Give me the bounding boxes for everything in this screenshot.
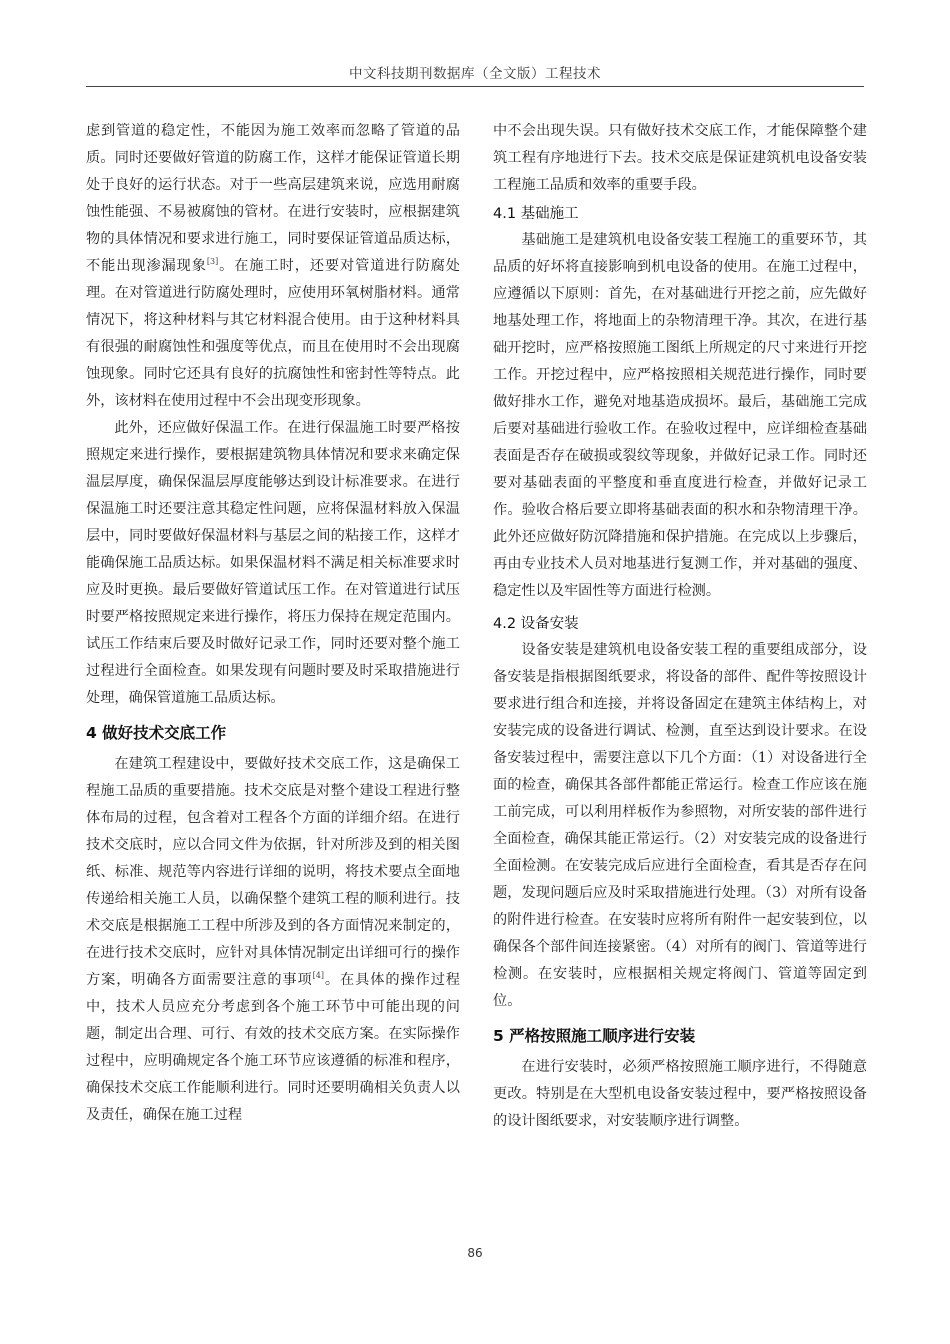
paragraph-equipment-install: 设备安装是建筑机电设备安装工程的重要组成部分，设备安装是指根据图纸要求，将设备的部件、配件等按照设计要求进行组合和连接，并将设备固定在建筑主体结构上，对安装完成的设备进行调试、检测，直至达到设计要求。在设备安装过程中，需要注意以下几个方面：（1）对设备进行全面的检查，确保其各部件都能正常运行。检查工作应该在施工前完成，可以利用样板作为参照物，对所安装的部件进行全面检查，确保其能正常运行。（2）对安装完成的设备进行全面检测。在安装完成后应进行全面检查，看其是否存在问题，发现问题后应及时采取措施进行处理。（3）对所有设备的附件进行检查。在安装时应将所有附件一起安装到位，以确保各个部件间连接紧密。（4）对所有的阀门、管道等进行检测。在安装时，应根据相关规定将阀门、管道等固定到位。 bbox=[493, 642, 867, 1009]
paragraph-text: 。在具体的操作过程中，技术人员应充分考虑到各个施工环节中可能出现的问题，制定出合理、可行、有效的技术交底方案。在实际操作过程中，应明确规定各个施工环节应该遵循的标准和程序，确保技术交底工作能顺利进行。同时还要明确相关负责人以及责任，确保在施工过程 bbox=[86, 972, 460, 1123]
paragraph-continued: 中不会出现失误。只有做好技术交底工作，才能保障整个建筑工程有序地进行下去。技术交底是保证建筑机电设备安装工程施工品质和效率的重要手段。 bbox=[493, 123, 867, 193]
subsection-heading-4-1: 4.1 基础施工 bbox=[493, 206, 579, 222]
section-heading-4: 4 做好技术交底工作 bbox=[86, 724, 227, 742]
citation-ref: [3] bbox=[206, 257, 219, 266]
running-header: 中文科技期刊数据库（全文版）工程技术 bbox=[349, 66, 601, 82]
page-number: 86 bbox=[467, 1246, 483, 1260]
paragraph-insulation: 此外，还应做好保温工作。在进行保温施工时要严格按照规定来进行操作，要根据建筑物具体情况和要求来确定保温层厚度，确保保温层厚度能够达到设计标准要求。在进行保温施工时还要注意其稳定性问题，应将保温材料放入保温层中，同时要做好保温材料与基层之间的粘接工作，这样才能确保施工品质达标。如果保温材料不满足相关标准要求时应及时更换。最后要做好管道试压工作。在对管道进行试压时要严格按照规定来进行操作，将压力保持在规定范围内。试压工作结束后要及时做好记录工作，同时还要对整个施工过程进行全面检查。如果发现有问题时要及时采取措施进行处理，确保管道施工品质达标。 bbox=[86, 420, 460, 706]
subsection-heading-4-2: 4.2 设备安装 bbox=[493, 616, 579, 632]
paragraph-foundation: 基础施工是建筑机电设备安装工程施工的重要环节，其品质的好坏将直接影响到机电设备的使用。在施工过程中，应遵循以下原则：首先，在对基础进行开挖之前，应先做好地基处理工作，将地面上的杂物清理干净。其次，在进行基础开挖时，应严格按照施工图纸上所规定的尺寸来进行开挖工作。开挖过程中，应严格按照相关规范进行操作，同时要做好排水工作，避免对地基造成损坏。最后，基础施工完成后要对基础进行验收工作。在验收过程中，应详细检查基础表面是否存在破损或裂纹等现象，并做好记录工作。同时还要对基础表面的平整度和垂直度进行检查，并做好记录工作。验收合格后要立即将基础表面的积水和杂物清理干净。此外还应做好防沉降措施和保护措施。在完成以上步骤后，再由专业技术人员对地基进行复测工作，并对基础的强度、稳定性以及牢固性等方面进行检测。 bbox=[493, 232, 867, 599]
paragraph-text: 。在施工时，还要对管道进行防腐处理。在对管道进行防腐处理时，应使用环氧树脂材料。通常情况下，将这种材料与其它材料混合使用。由于这种材料具有很强的耐腐蚀性和强度等优点，而且在使用时不会出现腐蚀现象。同时它还具有良好的抗腐蚀性和密封性等特点。此外，该材料在使用过程中不会出现变形现象。 bbox=[86, 258, 460, 409]
right-column bbox=[493, 118, 867, 1135]
section-heading-5: 5 严格按照施工顺序进行安装 bbox=[493, 1027, 696, 1045]
paragraph-text: 虑到管道的稳定性，不能因为施工效率而忽略了管道的品质。同时还要做好管道的防腐工作，这样才能保证管道长期处于良好的运行状态。对于一些高层建筑来说，应选用耐腐蚀性能强、不易被腐蚀的管材。在进行安装时，应根据建筑物的具体情况和要求进行施工，同时要保证管道品质达标，不能出现渗漏现象 bbox=[86, 123, 460, 274]
header-rule bbox=[86, 86, 864, 87]
paragraph-pipeline-anticorrosion bbox=[86, 118, 460, 415]
left-column bbox=[86, 118, 460, 1129]
paragraph-install-order: 在进行安装时，必须严格按照施工顺序进行，不得随意更改。特别是在大型机电设备安装过程中，要严格按照设备的设计图纸要求，对安装顺序进行调整。 bbox=[493, 1059, 867, 1129]
paragraph-text: 在建筑工程建设中，要做好技术交底工作，这是确保工程施工品质的重要措施。技术交底是对整个建设工程进行整体布局的过程，包含着对工程各个方面的详细介绍。在进行技术交底时，应以合同文件为依据，针对所涉及到的相关图纸、标准、规范等内容进行详细的说明，将技术要点全面地传递给相关施工人员，以确保整个建筑工程的顺利进行。技术交底是根据施工工程中所涉及到的各方面情况来制定的，在进行技术交底时，应针对具体情况制定出详细可行的操作方案，明确各方面需要注意的事项 bbox=[86, 756, 460, 988]
citation-ref: [4] bbox=[312, 971, 324, 980]
paragraph-technical-briefing bbox=[86, 751, 460, 1129]
